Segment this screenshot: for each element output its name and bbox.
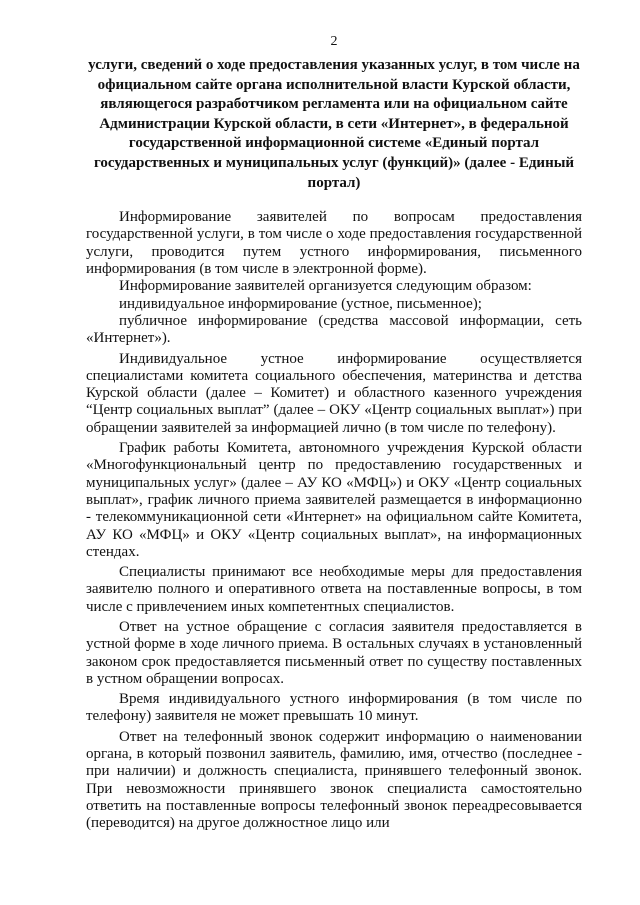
paragraph-organization: Информирование заявителей организуется следующим образом:	[119, 278, 532, 295]
paragraph-phone-call: Ответ на телефонный звонок содержит информацию о наименовании органа, в который позвонил заявитель, фамилию, имя, отчество (последнее - при наличии) и должность специалиста, принявшего телефонный звонок. При невозможности принявшего звонок специалиста самостоятельно ответить на поставленные вопросы телефонный звонок переадресовывается (переводится) на другое должностное лицо или	[86, 728, 582, 832]
paragraph-schedule: График работы Комитета, автономного учреждения Курской области «Многофункциональный центр по предоставлению государственных и муниципальных услуг» (далее – АУ КО «МФЦ») и ОКУ «Центр социальных выплат», график личного приема заявителей размещается в информационно - телекоммуникационной сети «Интернет» на официальном сайте Комитета, АУ КО «МФЦ» и ОКУ «Центр социальных выплат», на информационных стендах.	[86, 440, 582, 560]
paragraph-oral-response: Ответ на устное обращение с согласия заявителя предоставляется в устной форме в ходе личного приема. В остальных случаях в установленный законом срок предоставляется письменный ответ по существу поставленных в устном обращении вопросах.	[86, 618, 582, 687]
paragraph-time-limit: Время индивидуального устного информирования (в том числе по телефону) заявителя не может превышать 10 минут.	[86, 691, 582, 725]
section-heading: услуги, сведений о ходе предоставления указанных услуг, в том числе на официальном сайте органа исполнительной власти Курской области, являющегося разработчиком регламента или на официальном сайте Администрации Курской области, в сети «Интернет», в федеральной государственной информационной системе «Единый портал государственных и муниципальных услуг (функций)» (далее - Единый портал)	[88, 57, 580, 191]
paragraph-specialists: Специалисты принимают все необходимые меры для предоставления заявителю полного и оперативного ответа на поставленные вопросы, в том числе с привлечением иных компетентных специалистов.	[86, 564, 582, 615]
paragraph-informing-methods: Информирование заявителей по вопросам предоставления государственной услуги, в том числе о ходе предоставления государственной услуги, проводится путем устного информирования, письменного информирования (в том числе в электронной форме).	[86, 209, 582, 278]
page-number: 2	[330, 34, 338, 49]
paragraph-public: публичное информирование (средства массовой информации, сеть «Интернет»).	[86, 312, 582, 347]
paragraph-oral-informing: Индивидуальное устное информирование осуществляется специалистами комитета социального обеспечения, материнства и детства Курской области (далее – Комитет) и областного казенного учреждения “Центр социальных выплат” (далее – ОКУ «Центр социальных выплат») при обращении заявителей за информацией лично (в том числе по телефону).	[86, 350, 582, 436]
paragraph-individual: индивидуальное информирование (устное, письменное);	[119, 295, 482, 312]
